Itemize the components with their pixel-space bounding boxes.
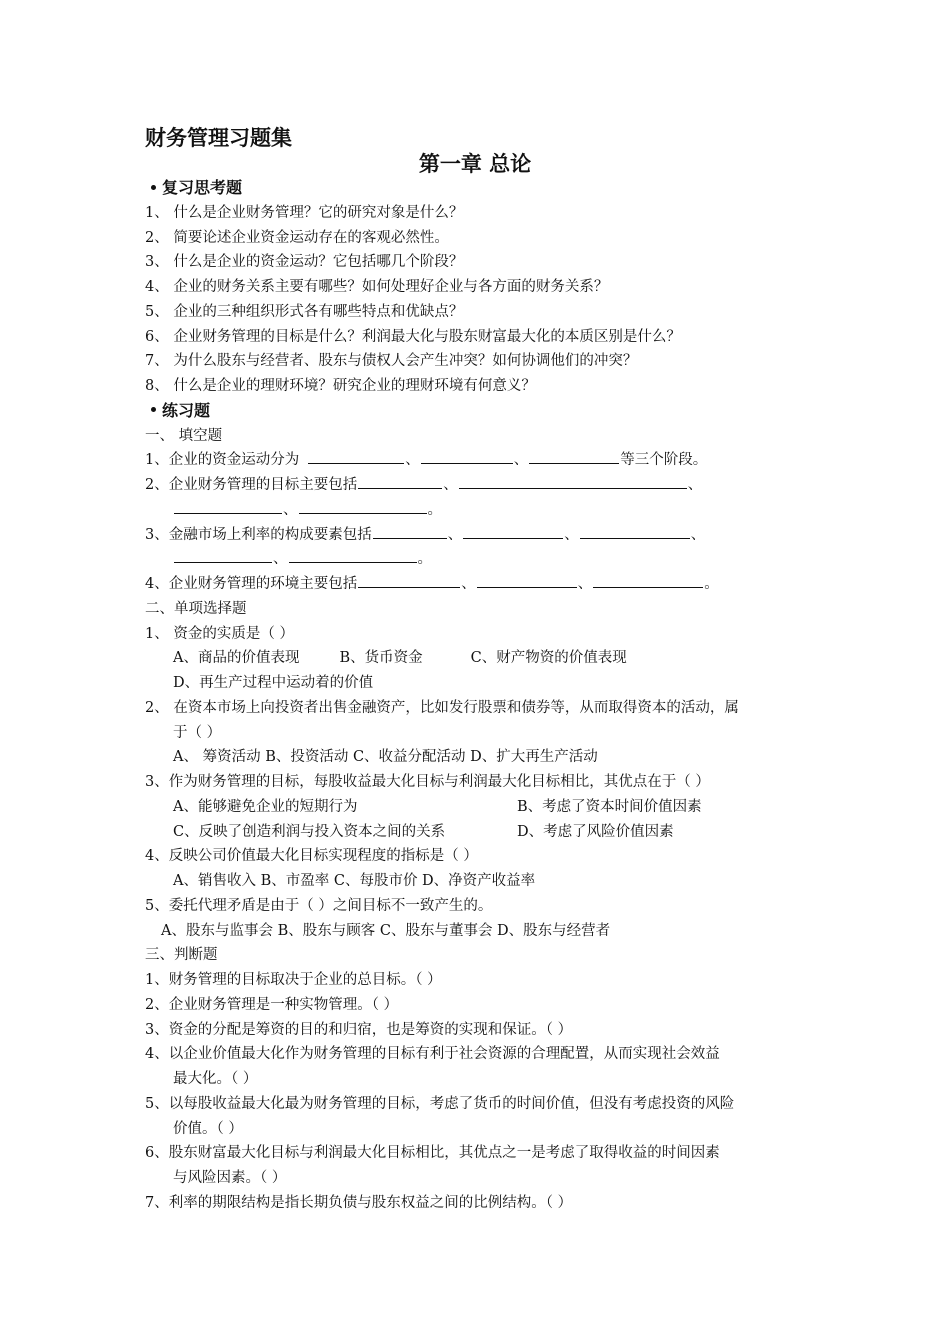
section-heading-practice: 练习题 [145, 399, 815, 424]
review-question: 3、 什么是企业的资金运动？它包括哪几个阶段？ [145, 254, 464, 271]
fill-question-1: 1、企业的资金运动分为 、 、 等三个阶段。 [145, 448, 815, 473]
answer-blank [358, 473, 442, 489]
answer-blank [421, 448, 513, 464]
choice-options-5: A、股东与监事会 B、股东与顾客 C、股东与董事会 D、股东与经营者 [161, 922, 611, 939]
review-question: 7、 为什么股东与经营者、股东与债权人会产生冲突？如何协调他们的冲突？ [145, 353, 638, 370]
judge-question-cont: 最大化。（ ） [173, 1071, 258, 1087]
document-body [145, 176, 815, 1216]
answer-blank [463, 523, 563, 539]
judge-question: 4、以企业价值最大化作为财务管理的目标有利于社会资源的合理配置，从而实现社会效益 [145, 1046, 720, 1063]
choice-options-4: A、销售收入 B、市盈率 C、每股市价 D、净资产收益率 [173, 873, 536, 889]
answer-blank [174, 547, 272, 563]
choice-options-2: A、 筹资活动 B、投资活动 C、收益分配活动 D、扩大再生产活动 [173, 749, 598, 766]
choice-question-2: 2、 在资本市场上向投资者出售金融资产，比如发行股票和债券等，从而取得资本的活动，属 [145, 699, 739, 716]
choice-options-3b: C、反映了创造利润与投入资本之间的关系 D、考虑了风险价值因素 [173, 823, 674, 840]
section-heading-review: 复习思考题 [145, 176, 815, 201]
choice-heading: 二、单项选择题 [145, 600, 247, 617]
judge-question-cont: 价值。（ ） [173, 1120, 243, 1137]
answer-blank [529, 448, 619, 464]
choice-question-4: 4、反映公司价值最大化目标实现程度的指标是（ ） [145, 848, 478, 865]
fill-question-4: 4、企业财务管理的环境主要包括 、 、 。 [145, 572, 815, 597]
choice-question-2-cont: 于（ ） [173, 724, 222, 741]
choice-question-1: 1、 资金的实质是（ ） [145, 625, 294, 642]
judge-question: 2、企业财务管理是一种实物管理。（ ） [145, 996, 399, 1013]
choice-option: D、再生产过程中运动着的价值 [173, 675, 374, 691]
answer-blank [373, 523, 447, 539]
choice-options-3: A、能够避免企业的短期行为 B、考虑了资本时间价值因素 [173, 798, 702, 815]
document-title: 财务管理习题集 [145, 125, 292, 150]
answer-blank [593, 572, 703, 588]
judge-question: 6、股东财富最大化目标与利润最大化目标相比，其优点之一是考虑了取得收益的时间因素 [145, 1145, 720, 1162]
answer-blank [580, 523, 690, 539]
review-question: 8、 什么是企业的理财环境？研究企业的理财环境有何意义？ [145, 378, 536, 394]
answer-blank [477, 572, 577, 588]
answer-blank [174, 498, 282, 514]
chapter-title: 第一章 总论 [418, 151, 532, 176]
judge-question: 7、利率的期限结构是指长期负债与股东权益之间的比例结构。（ ） [145, 1194, 573, 1211]
review-question: 4、 企业的财务关系主要有哪些？如何处理好企业与各方面的财务关系？ [145, 279, 609, 295]
judge-question: 5、以每股收益最大化最为财务管理的目标，考虑了货币的时间价值，但没有考虑投资的风险 [145, 1095, 735, 1112]
answer-blank [358, 572, 460, 588]
bullet-icon [151, 407, 156, 412]
answer-blank [299, 498, 427, 514]
judge-question-cont: 与风险因素。（ ） [173, 1170, 287, 1186]
choice-question-5: 5、委托代理矛盾是由于（ ）之间目标不一致产生的。 [145, 897, 493, 914]
fill-question-2-cont: 、 。 [145, 498, 815, 523]
judge-heading: 三、判断题 [145, 947, 218, 964]
judge-question: 3、资金的分配是筹资的目的和归宿，也是筹资的实现和保证。（ ） [145, 1021, 573, 1038]
fill-question-2: 2、企业财务管理的目标主要包括 、 、 [145, 473, 815, 498]
fill-in-heading: 一、 填空题 [145, 427, 223, 444]
review-question: 5、 企业的三种组织形式各有哪些特点和优缺点？ [145, 303, 464, 320]
review-question: 1、 什么是企业财务管理？它的研究对象是什么？ [145, 204, 464, 221]
answer-blank [459, 473, 687, 489]
bullet-icon [151, 185, 156, 190]
choice-options-1: A、商品的价值表现 B、货币资金 C、财产物资的价值表现 [173, 650, 627, 667]
answer-blank [308, 448, 404, 464]
answer-blank [289, 547, 417, 563]
review-question: 6、 企业财务管理的目标是什么？利润最大化与股东财富最大化的本质区别是什么？ [145, 328, 681, 345]
fill-question-3-cont: 、 。 [145, 547, 815, 572]
choice-question-3: 3、作为财务管理的目标，每股收益最大化目标与利润最大化目标相比，其优点在于（ ） [145, 774, 710, 790]
fill-question-3: 3、金融市场上利率的构成要素包括 、 、 、 [145, 523, 815, 548]
judge-question: 1、财务管理的目标取决于企业的总目标。（ ） [145, 972, 442, 988]
review-question: 2、 简要论述企业资金运动存在的客观必然性。 [145, 229, 449, 246]
